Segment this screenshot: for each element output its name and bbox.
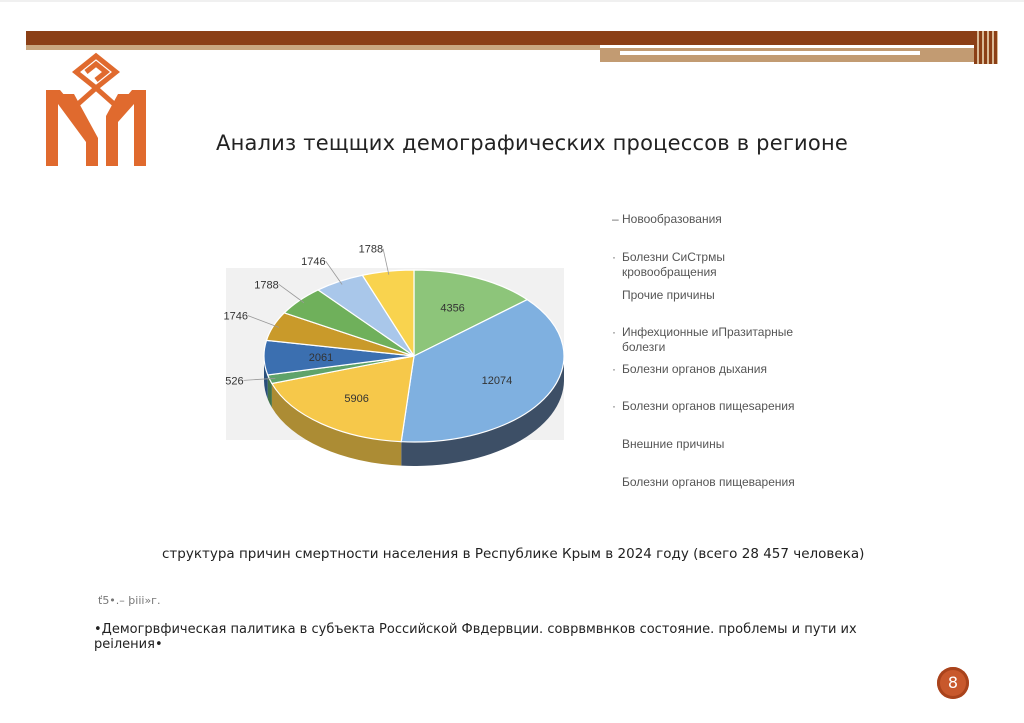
legend-bullet: – (612, 212, 619, 226)
pie-data-label: 526 (225, 375, 244, 388)
pie-data-label: 5906 (344, 392, 369, 405)
legend-label: Болезни органов пищеварения (622, 475, 795, 489)
legend-bullet: · (612, 250, 616, 264)
pie-data-label: 1788 (254, 279, 279, 292)
legend-bullet: · (612, 399, 616, 413)
legend-item (612, 288, 852, 303)
pie-leader-line (383, 249, 389, 275)
pie-leader-line (279, 284, 304, 302)
pie-chart-svg (223, 236, 566, 442)
legend-item (612, 212, 852, 227)
header-stripe-end (974, 31, 998, 64)
legend-item (612, 250, 852, 280)
chart-caption: структура причин смертности населения в Республике Крым в 2024 году (всего 28 457 человека) (162, 546, 865, 562)
pie-data-label: 4356 (440, 302, 465, 315)
legend-label: Болезни органов пищеsарения (622, 399, 795, 413)
page-title: Анализ тещщих демографических процессов в регионе (216, 131, 849, 155)
legend-bullet: · (612, 362, 616, 376)
legend-label: Новообразования (622, 212, 722, 226)
legend-label: Болезни органов дыхания (622, 362, 768, 376)
pie-leader-line (248, 316, 279, 328)
legend-item (612, 437, 852, 452)
small-note: ť5•.– þiii»г. (98, 594, 161, 607)
page-number-badge: 8 (937, 667, 969, 699)
legend-item (612, 362, 852, 377)
mortality-pie-chart (223, 236, 566, 442)
pie-data-label: 1746 (301, 256, 326, 269)
pie-data-label: 1746 (223, 310, 248, 323)
pie-data-label: 12074 (481, 375, 513, 388)
pie-data-label: 1788 (358, 243, 384, 256)
legend-item (612, 325, 852, 355)
legend-label: Инфехционные иПразитарные болезги (622, 325, 794, 354)
header-stripe-gap (620, 51, 920, 55)
pie-data-label: 2061 (308, 352, 334, 365)
legend-label: Прочие причины (622, 288, 715, 302)
legend-bullet: · (612, 325, 616, 339)
pie-leader-line (326, 261, 342, 284)
legend-item (612, 399, 852, 414)
legend-label: Внешние причины (622, 437, 725, 451)
legend-label: Болезни СиСтрмы кровообращения (622, 250, 725, 279)
organization-logo-icon (40, 50, 152, 168)
legend-item (612, 475, 852, 490)
footer-text: •Демогрвфическая палитика в субъекта Российской Фвдервции. соврвмвнков состояние. проблемы и пути их реiления• (94, 622, 857, 652)
header-stripe-dark (26, 31, 974, 45)
slide-top-border (0, 0, 1024, 2)
